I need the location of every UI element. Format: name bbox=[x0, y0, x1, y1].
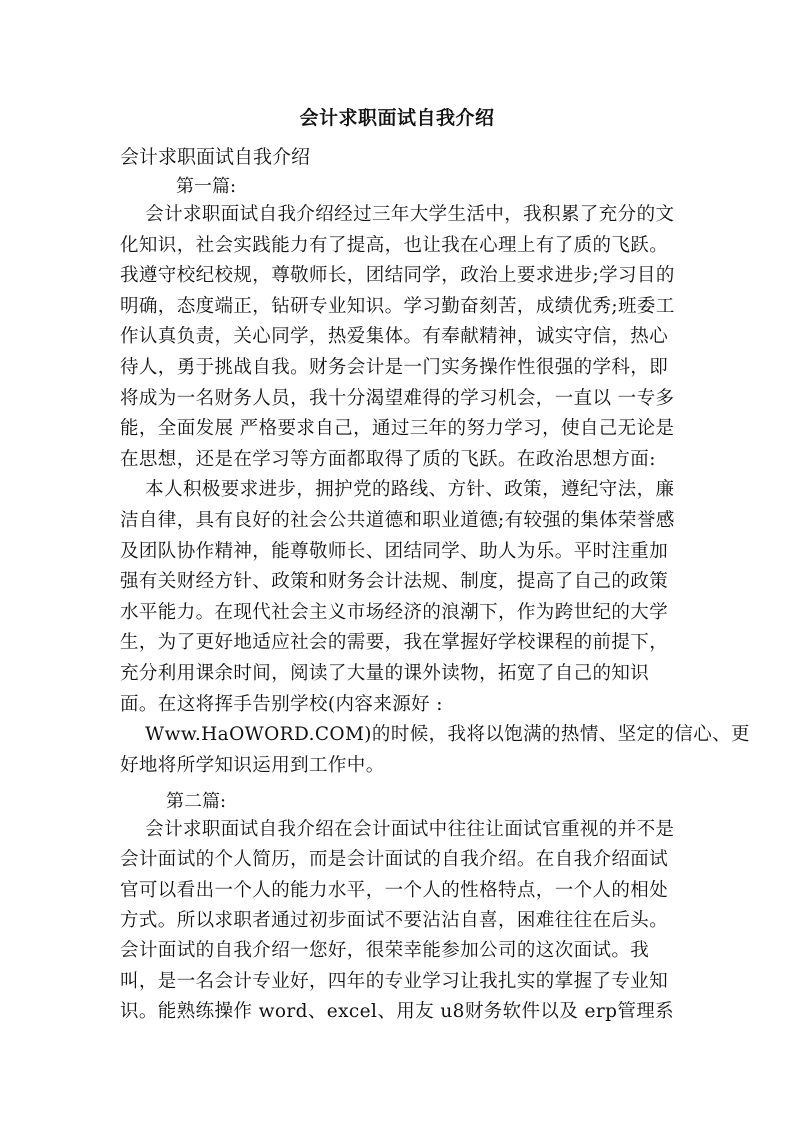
section-1-label: 第一篇: bbox=[176, 176, 237, 197]
text-line: 将成为一名财务人员，我十分渴望难得的学习机会，一直以 一专多 bbox=[120, 387, 675, 409]
text-line: 好地将所学知识运用到工作中。 bbox=[120, 754, 385, 776]
text-line: Www.HaOWORD.COM)的时候，我将以饱满的热情、坚定的信心、更 bbox=[120, 724, 750, 746]
document-title: 会计求职面试自我介绍 bbox=[299, 107, 495, 129]
text-line: 化知识，社会实践能力有了提高，也让我在心理上有了质的飞跃。 bbox=[120, 234, 669, 256]
section-2-label: 第二篇: bbox=[166, 791, 227, 812]
text-line: 识。能熟练操作 word、excel、用友 u8财务软件以及 erp管理系 bbox=[120, 1000, 675, 1022]
text-line: 强有关财经方针、政策和财务会计法规、制度，提高了自己的政策 bbox=[120, 571, 669, 593]
text-line: 会计面试的个人简历，而是会计面试的自我介绍。在自我介绍面试 bbox=[120, 849, 669, 871]
text-line: 洁自律，具有良好的社会公共道德和职业道德;有较强的集体荣誉感 bbox=[120, 510, 675, 531]
text-line: 我遵守校纪校规，尊敬师长，团结同学，政治上要求进步;学习目的 bbox=[120, 265, 675, 287]
text-line: 面。在这将挥手告别学校(内容来源好 : bbox=[120, 693, 443, 715]
text-line: 能，全面发展 严格要求自己，通过三年的努力学习，使自己无论是 bbox=[120, 418, 675, 440]
text-line: 在思想，还是在学习等方面都取得了质的飞跃。在政治思想方面: bbox=[120, 448, 656, 470]
text-line: 明确，态度端正，钻研专业知识。学习勤奋刻苦，成绩优秀;班委工 bbox=[120, 295, 675, 317]
document-subtitle: 会计求职面试自我介绍 bbox=[120, 146, 311, 168]
text-line: 官可以看出一个人的能力水平，一个人的性格特点，一个人的相处 bbox=[120, 879, 669, 901]
text-line: 方式。所以求职者通过初步面试不要沾沾自喜，困难往往在后头。 bbox=[120, 909, 669, 931]
text-line: 待人，勇于挑战自我。财务会计是一门实务操作性很强的学科，即 bbox=[120, 357, 669, 378]
text-line: 会计面试的自我介绍一您好，很荣幸能参加公司的这次面试。我 bbox=[120, 940, 650, 962]
text-line: 会计求职面试自我介绍经过三年大学生活中，我积累了充分的文 bbox=[120, 204, 675, 225]
text-line: 叫，是一名会计专业好，四年的专业学习让我扎实的掌握了专业知 bbox=[120, 970, 669, 992]
text-line: 会计求职面试自我介绍在会计面试中往往让面试官重视的并不是 bbox=[120, 819, 675, 840]
text-line: 生，为了更好地适应社会的需要，我在掌握好学校课程的前提下， bbox=[120, 632, 669, 654]
text-line: 充分利用课余时间，阅读了大量的课外读物，拓宽了自己的知识 bbox=[120, 663, 650, 684]
text-line: 水平能力。在现代社会主义市场经济的浪潮下，作为跨世纪的大学 bbox=[120, 601, 669, 623]
text-line: 作认真负责，关心同学，热爱集体。有奉献精神，诚实守信，热心 bbox=[120, 326, 669, 348]
text-line: 及团队协作精神，能尊敬师长、团结同学、助人为乐。平时注重加 bbox=[120, 540, 669, 562]
text-line: 本人积极要求进步，拥护党的路线、方针、政策，遵纪守法，廉 bbox=[120, 479, 675, 501]
